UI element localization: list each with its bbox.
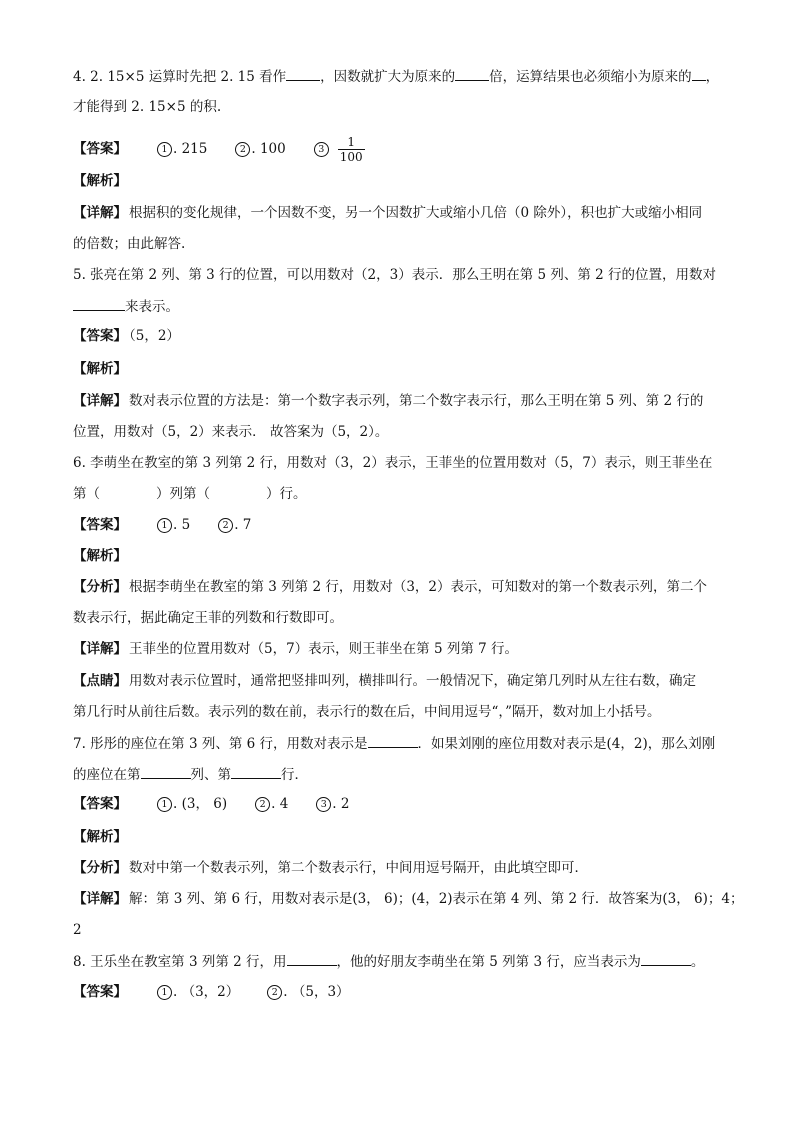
q7-answer-2: 2 . 4	[255, 795, 288, 813]
q6-dianjing-line2: 第几行时从前往后数。表示列的数在前，表示行的数在后，中间用逗号“，”隔开，数对加上小括号。	[73, 704, 661, 720]
q7-analysis-label	[73, 828, 129, 846]
q5-detail-line1	[73, 392, 703, 410]
detail-text: 解：第 3 列、第 6 行，用数对表示是(3， 6)；(4，2)表示在第 4 列、第 2 行．故答案为(3， 6)；4；	[129, 891, 744, 907]
fraction	[338, 135, 365, 164]
q5-detail-line2: 位置，用数对（5，2）来表示． 故答案为（5，2）。	[73, 424, 389, 440]
circled-1-icon: 1	[157, 985, 172, 1000]
detail-label: 【详解】	[73, 641, 127, 657]
answer-blank	[287, 952, 337, 966]
q6-detail-line1	[73, 640, 518, 658]
q4-detail-line1	[73, 204, 702, 222]
fenxi-label: 【分析】	[73, 579, 127, 595]
answer-label: 【答案】	[73, 328, 127, 344]
answer-blank	[368, 734, 418, 748]
dianjing-label: 【点睛】	[73, 673, 127, 689]
circled-2-icon: 2	[235, 142, 250, 157]
q6-text: ）行。	[266, 486, 307, 502]
circled-1-icon: 1	[157, 797, 172, 812]
q8-answer-row	[73, 983, 378, 1001]
q7-text: 列、第	[190, 767, 231, 783]
analysis-label: 【解析】	[73, 173, 127, 189]
answer-blank	[231, 765, 281, 779]
q6-answer-1: 1 . 5	[157, 516, 190, 534]
q6-text: ）列第（	[156, 486, 210, 502]
answer-value: 100	[259, 141, 286, 157]
q7-stem-line2	[73, 765, 308, 784]
fenxi-text: 根据李萌坐在教室的第 3 列第 2 行，用数对（3，2）表示，可知数对的第一个数表示列，第二个	[129, 579, 708, 595]
q6-stem-line1: 6. 李萌坐在教室的第 3 列第 2 行，用数对（3，2）表示，王菲坐的位置用数对（5，7）表示，则王菲坐在	[73, 455, 713, 471]
q6-fenxi-line1	[73, 578, 707, 596]
q4-text: ，	[705, 69, 720, 85]
q5-text: 来表示。	[125, 299, 179, 315]
q7-stem-line1	[73, 734, 715, 753]
q6-stem-line2	[73, 485, 307, 503]
q6-answer-2: 2 . 7	[218, 516, 251, 534]
detail-text: 数对表示位置的方法是：第一个数字表示列，第二个数字表示行，那么王明在第 5 列、第 2 行的	[129, 393, 704, 409]
q7-text: 的座位在第	[73, 767, 141, 783]
q6-analysis-label	[73, 547, 129, 565]
q7-text: 行．	[281, 767, 308, 783]
circled-2-icon: 2	[255, 797, 270, 812]
q4-text: ，因数就扩大为原来的	[320, 69, 456, 85]
q4-answer-2: 2 . 100	[235, 140, 285, 158]
answer-blank	[286, 67, 320, 81]
answer-label: 【答案】	[73, 141, 127, 157]
fenxi-text: 数对中第一个数表示列，第二个数表示行，中间用逗号隔开，由此填空即可．	[129, 860, 588, 876]
circled-1-icon: 1	[157, 518, 172, 533]
q7-answer-3: 3 . 2	[316, 795, 349, 813]
q5-answer-row	[73, 327, 180, 345]
q7-answer-row	[73, 795, 377, 813]
q8-text: 。	[690, 954, 705, 970]
q7-detail-line1	[73, 890, 744, 908]
q8-text: ，他的好朋友李萌坐在第 5 列第 3 行，应当表示为	[336, 954, 641, 970]
detail-label: 【详解】	[73, 891, 127, 907]
answer-blank	[692, 67, 706, 81]
q6-fenxi-line2: 数表示行，据此确定王菲的列数和行数即可。	[73, 610, 343, 626]
answer-label: 【答案】	[73, 984, 127, 1000]
dianjing-text: 用数对表示位置时，通常把竖排叫列，横排叫行。一般情况下，确定第几列时从左往右数，确定	[129, 673, 696, 689]
q5-stem-line1: 5. 张亮在第 2 列、第 3 行的位置，可以用数对（2，3）表示．那么王明在第 5 列、第 2 行的位置，用数对	[73, 267, 717, 283]
answer-value: (3， 6)	[181, 796, 228, 812]
q4-detail-line2: 的倍数；由此解答.	[73, 236, 186, 252]
q4-stem-line2: 才能得到 2. 15×5 的积.	[73, 99, 222, 115]
q8-answer-1: 1 . （3，2）	[157, 983, 239, 1001]
detail-text: 根据积的变化规律，一个因数不变，另一个因数扩大或缩小几倍（0 除外），积也扩大或缩小相同	[129, 205, 703, 221]
answer-value: 215	[181, 141, 208, 157]
q6-answer-row	[73, 516, 279, 534]
q7-detail-line2: 2	[73, 922, 82, 938]
fenxi-label: 【分析】	[73, 860, 127, 876]
q4-text: 倍，运算结果也必须缩小为原来的	[489, 69, 692, 85]
q7-answer-1: 1 . (3， 6)	[157, 795, 227, 813]
answer-blank	[73, 297, 125, 311]
q7-text: ．如果刘刚的座位用数对表示是(4，2)，那么刘刚	[417, 736, 716, 752]
fraction-numerator: 1	[338, 135, 365, 150]
analysis-label: 【解析】	[73, 829, 127, 845]
analysis-label: 【解析】	[73, 361, 127, 377]
answer-label: 【答案】	[73, 517, 127, 533]
q4-answer-3	[314, 135, 365, 164]
q8-text: 8. 王乐坐在教室第 3 列第 2 行，用	[73, 954, 287, 970]
q6-dianjing-line1	[73, 672, 696, 690]
q6-text: 第（	[73, 486, 100, 502]
q4-answer-row	[73, 135, 393, 164]
answer-blank	[141, 765, 191, 779]
answer-value: 2	[340, 796, 350, 812]
q7-fenxi-line1	[73, 859, 588, 877]
answer-value: （5，3）	[291, 984, 350, 1000]
answer-blank	[641, 952, 691, 966]
answer-value: （5，2）	[129, 328, 180, 344]
q8-answer-2: 2 . （5，3）	[267, 983, 349, 1001]
circled-1-icon: 1	[157, 142, 172, 157]
analysis-label: 【解析】	[73, 548, 127, 564]
answer-blank	[455, 67, 489, 81]
detail-label: 【详解】	[73, 205, 127, 221]
answer-value: （3，2）	[181, 984, 240, 1000]
q8-stem-line1	[73, 952, 704, 971]
answer-label: 【答案】	[73, 796, 127, 812]
circled-2-icon: 2	[267, 985, 282, 1000]
q5-stem-line2	[73, 297, 179, 316]
q4-text: 4. 2. 15×5 运算时先把 2. 15 看作	[73, 69, 287, 85]
detail-label: 【详解】	[73, 393, 127, 409]
circled-3-icon: 3	[314, 142, 329, 157]
q5-analysis-label	[73, 360, 129, 378]
circled-3-icon: 3	[316, 797, 331, 812]
answer-value: 4	[279, 796, 289, 812]
q4-analysis-label	[73, 172, 129, 190]
q4-answer-1: 1 . 215	[157, 140, 207, 158]
fraction-denominator: 100	[339, 150, 363, 164]
answer-value: 7	[242, 517, 252, 533]
detail-text: 王菲坐的位置用数对（5，7）表示，则王菲坐在第 5 列第 7 行。	[129, 641, 519, 657]
q4-stem-line1	[73, 67, 719, 86]
answer-value: 5	[181, 517, 191, 533]
circled-2-icon: 2	[218, 518, 233, 533]
q7-text: 7. 彤彤的座位在第 3 列、第 6 行，用数对表示是	[73, 736, 368, 752]
